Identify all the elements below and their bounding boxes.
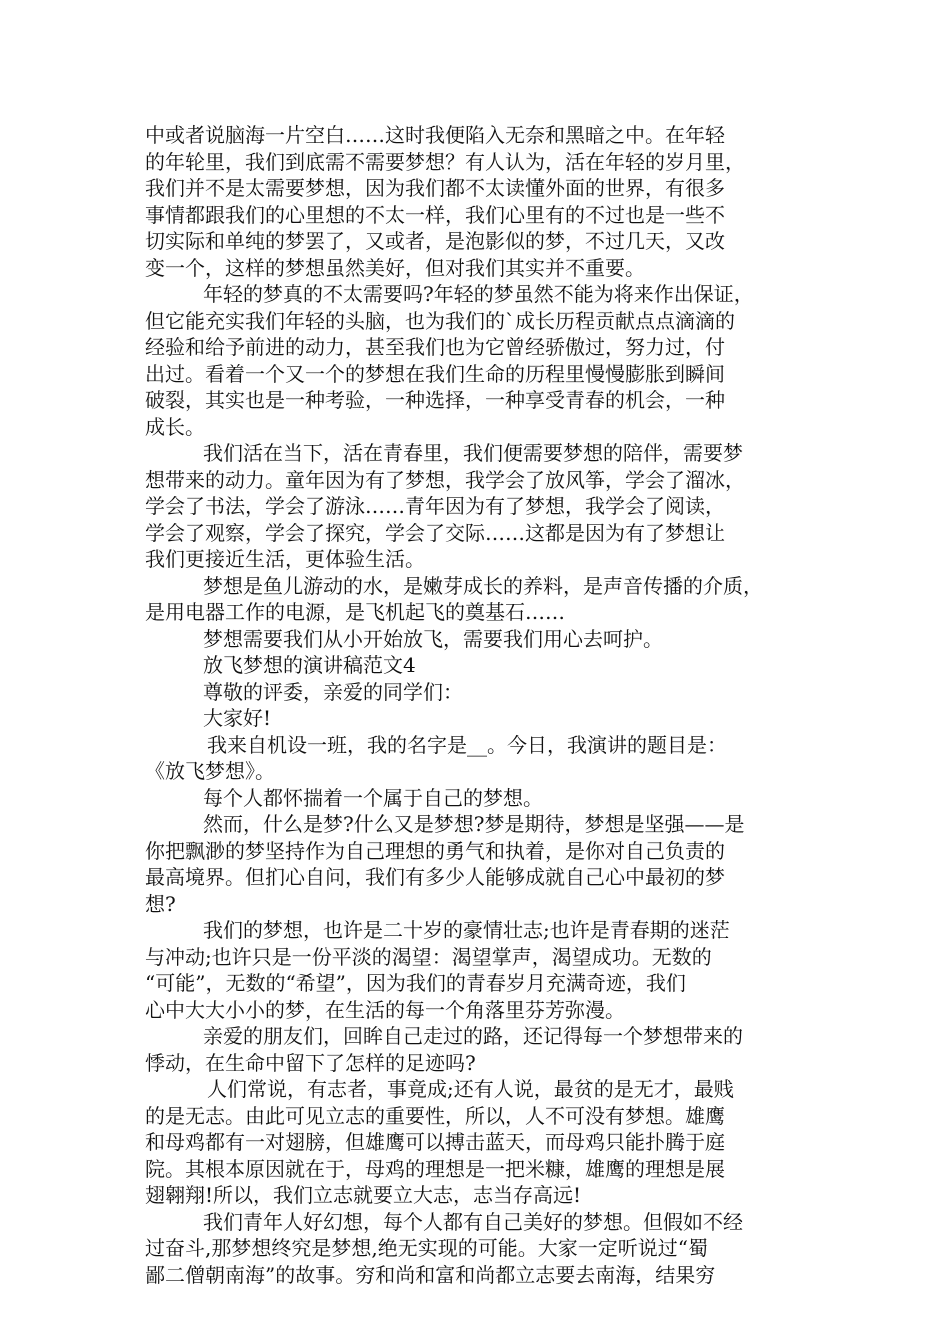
text-line: 想? — [145, 891, 176, 916]
text-line: 悸动，在生命中留下了怎样的足迹吗? — [145, 1050, 476, 1075]
text-line: 我们青年人好幻想，每个人都有自己美好的梦想。但假如不经 — [203, 1209, 743, 1234]
text-line: 想带来的动力。童年因为有了梦想，我学会了放风筝，学会了溜冰， — [145, 467, 745, 492]
text-line: 的年轮里，我们到底需不需要梦想？有人认为，活在年轻的岁月里， — [145, 149, 745, 174]
text-line: 和母鸡都有一对翅膀，但雄鹰可以搏击蓝天，而母鸡只能扑腾于庭 — [145, 1130, 725, 1154]
text-line: 是用电器工作的电源，是飞机起飞的奠基石…… — [145, 600, 565, 624]
text-line: 放飞梦想的演讲稿范文4 — [203, 653, 416, 677]
text-line: 学会了书法，学会了游泳……青年因为有了梦想，我学会了阅读， — [145, 494, 725, 518]
text-line: 我们的梦想，也许是二十岁的豪情壮志;也许是青春期的迷茫 — [203, 918, 730, 942]
text-line: 事情都跟我们的心里想的不太一样，我们心里有的不过也是一些不 — [145, 202, 725, 227]
text-line: 院。其根本原因就在于，母鸡的理想是一把米糠，雄鹰的理想是展 — [145, 1156, 725, 1181]
text-line: 与冲动;也许只是一份平淡的渴望：渴望掌声，渴望成功。无数的 — [145, 944, 712, 969]
text-line: 过奋斗,那梦想终究是梦想,绝无实现的可能。大家一定听说过“蜀 — [145, 1236, 708, 1260]
text-line: 学会了观察，学会了探究，学会了交际……这都是因为有了梦想让 — [145, 520, 725, 545]
text-line: 中或者说脑海一片空白……这时我便陷入无奈和黑暗之中。在年轻 — [145, 123, 725, 147]
text-line: 最高境界。但扪心自问，我们有多少人能够成就自己心中最初的梦 — [145, 865, 725, 889]
text-line: 鄙二僧朝南海”的故事。穷和尚和富和尚都立志要去南海，结果穷 — [145, 1262, 716, 1287]
text-line: 梦想需要我们从小开始放飞，需要我们用心去呵护。 — [203, 626, 663, 651]
text-line: 我们活在当下，活在青春里，我们便需要梦想的陪伴，需要梦 — [203, 441, 743, 465]
text-line: 心中大大小小的梦，在生活的每一个角落里芬芳弥漫。 — [145, 997, 625, 1022]
text-line: 我们并不是太需要梦想，因为我们都不太读懂外面的世界，有很多 — [145, 176, 725, 200]
text-line: 尊敬的评委，亲爱的同学们： — [203, 679, 463, 704]
text-line: 《放飞梦想》。 — [145, 759, 275, 783]
text-line: 你把飘渺的梦坚持作为自己理想的勇气和执着，是你对自己负责的 — [145, 838, 725, 863]
text-line: 亲爱的朋友们，回眸自己走过的路，还记得每一个梦想带来的 — [203, 1024, 743, 1048]
text-line: 每个人都怀揣着一个属于自己的梦想。 — [203, 785, 543, 810]
text-line: 破裂，其实也是一种考验，一种选择，一种享受青春的机会，一种 — [145, 388, 725, 412]
text-line: 的是无志。由此可见立志的重要性，所以，人不可没有梦想。雄鹰 — [145, 1103, 725, 1128]
text-line: 大家好! — [203, 706, 272, 730]
text-line: 我们更接近生活，更体验生活。 — [145, 547, 425, 571]
text-line: 成长。 — [145, 414, 205, 439]
text-line: 经验和给予前进的动力，甚至我们也为它曾经骄傲过，努力过，付 — [145, 335, 725, 359]
text-line: 切实际和单纯的梦罢了，又或者，是泡影似的梦，不过几天，又改 — [145, 229, 725, 253]
document-body-text — [145, 122, 815, 1288]
text-line: 出过。看着一个又一个的梦想在我们生命的历程里慢慢膨胀到瞬间 — [145, 361, 725, 386]
text-line: “可能”，无数的“希望”，因为我们的青春岁月充满奇迹，我们 — [145, 971, 686, 995]
text-line: 然而，什么是梦?什么又是梦想?梦是期待，梦想是坚强——是 — [203, 812, 745, 836]
text-line: 但它能充实我们年轻的头脑，也为我们的`成长历程贡献点点滴滴的 — [145, 308, 735, 333]
text-line: 变一个，这样的梦想虽然美好，但对我们其实并不重要。 — [145, 255, 645, 280]
text-line: 年轻的梦真的不太需要吗?年轻的梦虽然不能为将来作出保证， — [203, 282, 754, 306]
text-line: 梦想是鱼儿游动的水，是嫩芽成长的养料，是声音传播的介质， — [203, 573, 763, 598]
text-line: 翅翱翔!所以，我们立志就要立大志，志当存高远! — [145, 1183, 582, 1207]
text-line: 人们常说，有志者，事竟成;还有人说，最贫的是无才，最贱 — [207, 1077, 734, 1101]
text-line: 我来自机设一班，我的名字是__。今日，我演讲的题目是： — [207, 732, 727, 757]
